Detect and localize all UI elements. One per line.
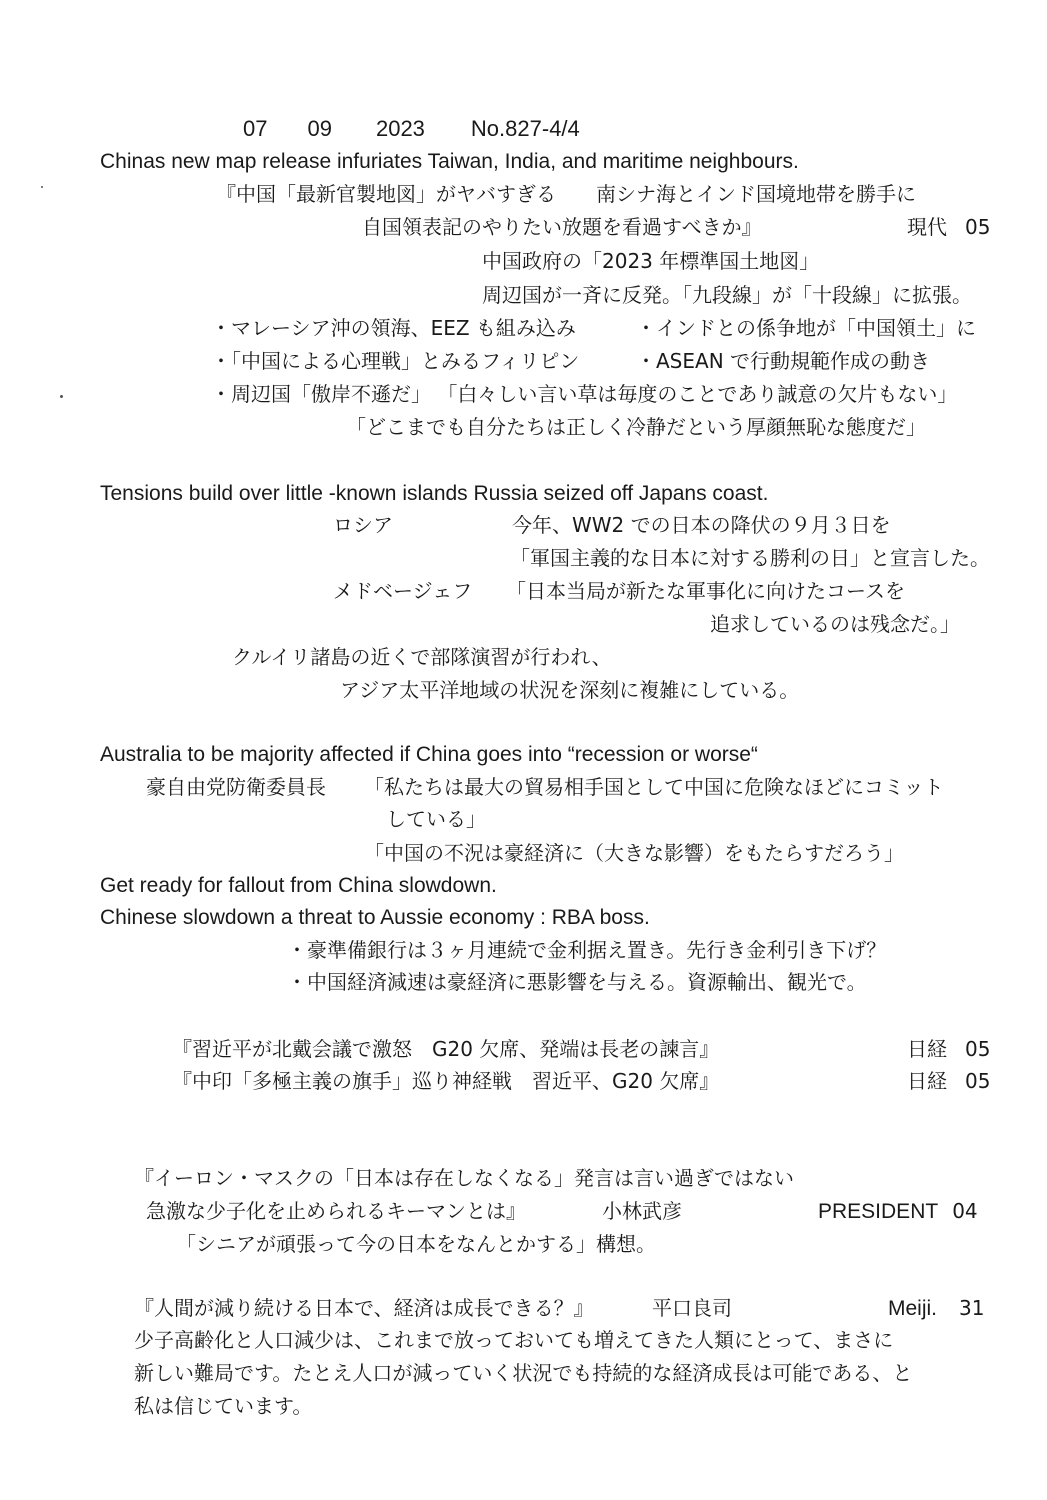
- section4-article-2-date: 05: [965, 1069, 991, 1093]
- section3-quote-1b: している」: [386, 807, 486, 831]
- header-year: 2023: [375, 116, 425, 141]
- section6-source-name: Meiji.: [888, 1297, 938, 1320]
- scan-speck: [41, 186, 43, 188]
- section1-bullet-2a: ・「中国による心理戦」とみるフィリピン: [211, 349, 580, 373]
- section3-quote-1a: 「私たちは最大の貿易相手国として中国に危険なほどにコミット: [364, 775, 944, 799]
- header-day: 07: [243, 116, 268, 141]
- section5-title-1: 『イーロン・マスクの「日本は存在しなくなる」発言は言い過ぎではない: [134, 1166, 794, 1190]
- header-number: No.827-4/4: [470, 116, 580, 141]
- section1-bullet-2b: ・ASEAN で行動規範作成の動き: [636, 349, 931, 373]
- section1-article-title-2: 自国領表記のやりたい放題を看過すべきか』: [362, 215, 762, 239]
- section1-source-name: 現代: [907, 215, 947, 239]
- section2-speaker-2-text-1: 「日本当局が新たな軍事化に向けたコースを: [506, 579, 905, 603]
- section4-article-1-source: [907, 1036, 990, 1062]
- section5-title-2: 急激な少子化を止められるキーマンとは』: [146, 1199, 526, 1223]
- section1-reaction-line: 周辺国が一斉に反発。「九段線」が「十段線」に拡張。: [482, 283, 972, 307]
- section6-source: [888, 1295, 984, 1322]
- document-header: [243, 116, 580, 142]
- section1-headline: Chinas new map release infuriates Taiwan, India, and maritime neighbours.: [100, 150, 799, 173]
- section6-author: 平口良司: [652, 1296, 732, 1320]
- scan-speck: [60, 395, 63, 398]
- section6-title: 『人間が減り続ける日本で、経済は成長できる？』: [134, 1296, 594, 1320]
- header-month: 09: [307, 116, 332, 141]
- section3-headline-2: Get ready for fallout from China slowdown.: [100, 874, 497, 897]
- section5-source-name: PRESIDENT: [818, 1200, 939, 1223]
- section6-date: 31: [959, 1296, 985, 1320]
- section5-author: 小林武彦: [602, 1199, 682, 1223]
- section3-headline-3: Chinese slowdown a threat to Aussie economy : RBA boss.: [100, 906, 650, 929]
- section2-speaker-1: ロシア: [333, 513, 393, 537]
- section1-bullet-1b: ・インドとの係争地が「中国領土」に: [636, 316, 976, 340]
- section6-body-2: 新しい難局です。たとえ人口が減っていく状況でも持続的な経済成長は可能である、と: [134, 1361, 913, 1385]
- section2-speaker-2: メドベージェフ: [333, 579, 473, 603]
- section1-map-line: 中国政府の「2023 年標準国土地図」: [482, 249, 820, 273]
- section1-article-title-1: 『中国「最新官製地図」がヤバすぎる 南シナ海とインド国境地帯を勝手に: [216, 182, 916, 206]
- section4-article-1-date: 05: [965, 1037, 991, 1061]
- section2-speaker-2-text-2: 追求しているのは残念だ。」: [710, 612, 960, 636]
- section1-source-date: 05: [965, 215, 991, 239]
- section1-bullet-3-cont: 「どこまでも自分たちは正しく冷静だという厚顔無恥な態度だ」: [346, 415, 926, 439]
- section1-bullet-1a: ・マレーシア沖の領海、EEZ も組み込み: [211, 316, 576, 340]
- section6-body-3: 私は信じています。: [134, 1394, 313, 1418]
- section5-note: 「シニアが頑張って今の日本をなんとかする」構想。: [176, 1232, 656, 1256]
- section3-bullet-2: ・中国経済減速は豪経済に悪影響を与える。資源輸出、観光で。: [287, 970, 867, 994]
- section4-article-1-title: 『習近平が北戴会議で激怒 G20 欠席、発端は長老の諫言』: [172, 1037, 720, 1061]
- section1-bullet-3: ・周辺国「傲岸不遜だ」 「白々しい言い草は毎度のことであり誠意の欠片もない」: [211, 382, 958, 406]
- section3-headline: Australia to be majority affected if China goes into “recession or worse“: [100, 743, 758, 766]
- section2-speaker-1-text-2: 「軍国主義的な日本に対する勝利の日」と宣言した。: [510, 546, 990, 570]
- section3-bullet-1: ・豪準備銀行は３ヶ月連続で金利据え置き。先行き金利引き下げ？: [287, 938, 887, 962]
- section3-quote-2: 「中国の不況は豪経済に（大きな影響）をもたらすだろう」: [364, 841, 904, 865]
- section4-article-2-title: 『中印「多極主義の旗手」巡り神経戦 習近平、G20 欠席』: [172, 1069, 720, 1093]
- section4-article-2-source: [907, 1068, 990, 1094]
- section5-source: [818, 1198, 978, 1225]
- section3-speaker: 豪自由党防衛委員長: [146, 775, 326, 799]
- section4-article-1-source-name: 日経: [907, 1037, 947, 1061]
- section6-body-1: 少子高齢化と人口減少は、これまで放っておいても増えてきた人類にとって、まさに: [134, 1328, 894, 1352]
- section5-date: 04: [952, 1199, 978, 1223]
- section2-headline: Tensions build over little -known islands Russia seized off Japans coast.: [100, 482, 769, 505]
- section2-speaker-1-text-1: 今年、WW2 での日本の降伏の９月３日を: [512, 513, 891, 537]
- section2-note-2: アジア太平洋地域の状況を深刻に複雑にしている。: [340, 678, 800, 702]
- section4-article-2-source-name: 日経: [907, 1069, 947, 1093]
- section2-note-1: クルイリ諸島の近くで部隊演習が行われ、: [232, 645, 612, 669]
- section1-source: [907, 214, 990, 240]
